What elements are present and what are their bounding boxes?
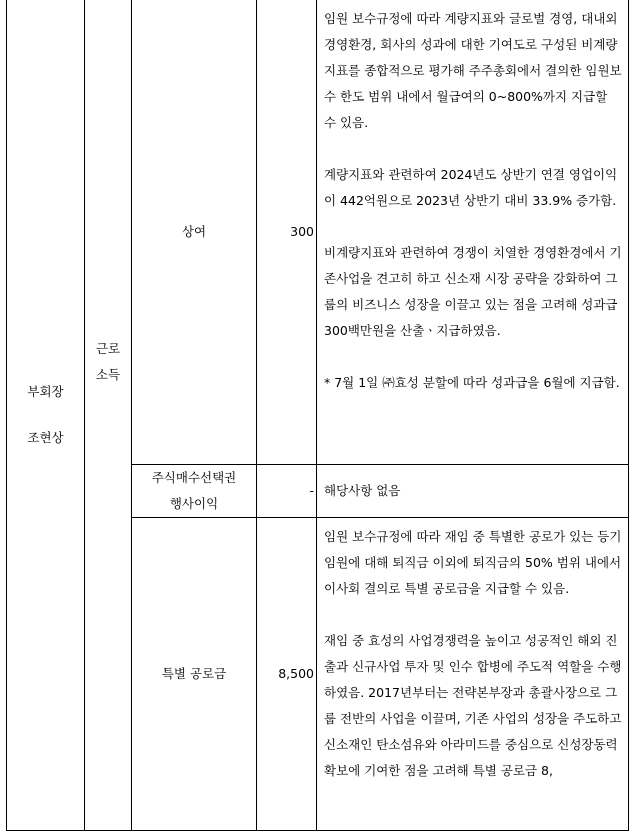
- description-paragraph: 재임 중 효성의 사업경쟁력을 높이고 성공적인 해외 진출과 신규사업 투자 및 인수 합병에 주도적 역할을 수행하였음. 2017년부터는 전략본부장과 총괄사장으로 그룹 전반의 사업을 이끌며, 기존 사업의 성장을 주도하고 신소재인 탄소섬유와 아라미드를 중심으로 신성장동력 확보에 기여한 점을 고려해 특별 공로금 8,: [324, 633, 622, 778]
- item-cell-stock-option: [132, 465, 257, 518]
- table-row-bonus: [7, 0, 629, 465]
- description-paragraph: * 7월 1일 ㈜효성 분할에 따라 성과급을 6월에 지급함.: [324, 375, 620, 390]
- item-line-1: 주식매수선택권: [151, 470, 237, 485]
- person-title: 부회장: [27, 384, 64, 399]
- compensation-table: [6, 0, 629, 831]
- description-paragraph: 비계량지표와 관련하여 경쟁이 치열한 경영환경에서 기존사업을 견고히 하고 신소재 시장 공략을 강화하여 그룹의 비즈니스 성장을 이끌고 있는 점을 고려해 성과급 300백만원을 산출ㆍ지급하였음.: [324, 245, 622, 338]
- amount-cell-stock-option: -: [257, 465, 317, 518]
- person-cell: [7, 0, 85, 831]
- description-paragraph: 임원 보수규정에 따라 재임 중 특별한 공로가 있는 등기임원에 대해 퇴직금 이외에 퇴직금의 50% 범위 내에서 이사회 결의로 특별 공로금을 지급할 수 있음.: [324, 529, 622, 596]
- item-line-2: 행사이익: [169, 496, 219, 511]
- description-paragraph: 계량지표와 관련하여 2024년도 상반기 연결 영업이익이 442억원으로 2023년 상반기 대비 33.9% 증가함.: [324, 167, 618, 208]
- item-cell-special-merit: 특별 공로금: [132, 518, 257, 831]
- description-cell-bonus: [317, 0, 629, 465]
- description-paragraph: 해당사항 없음: [324, 483, 401, 498]
- item-cell-bonus: 상여: [132, 0, 257, 465]
- description-cell-stock-option: [317, 465, 629, 518]
- amount-cell-bonus: 300: [257, 0, 317, 465]
- description-cell-special-merit: [317, 518, 629, 831]
- person-name: 조현상: [27, 430, 64, 445]
- income-type-cell: [85, 0, 132, 831]
- amount-cell-special-merit: 8,500: [257, 518, 317, 831]
- income-type-line-1: 근로: [95, 341, 121, 356]
- description-paragraph: 임원 보수규정에 따라 계량지표와 글로벌 경영, 대내외 경영환경, 회사의 성과에 대한 기여도로 구성된 비계량 지표를 종합적으로 평가해 주주총회에서 결의한 임원보수 한도 범위 내에서 월급여의 0~800%까지 지급할 수 있음.: [324, 11, 622, 130]
- income-type-line-2: 소득: [95, 367, 121, 382]
